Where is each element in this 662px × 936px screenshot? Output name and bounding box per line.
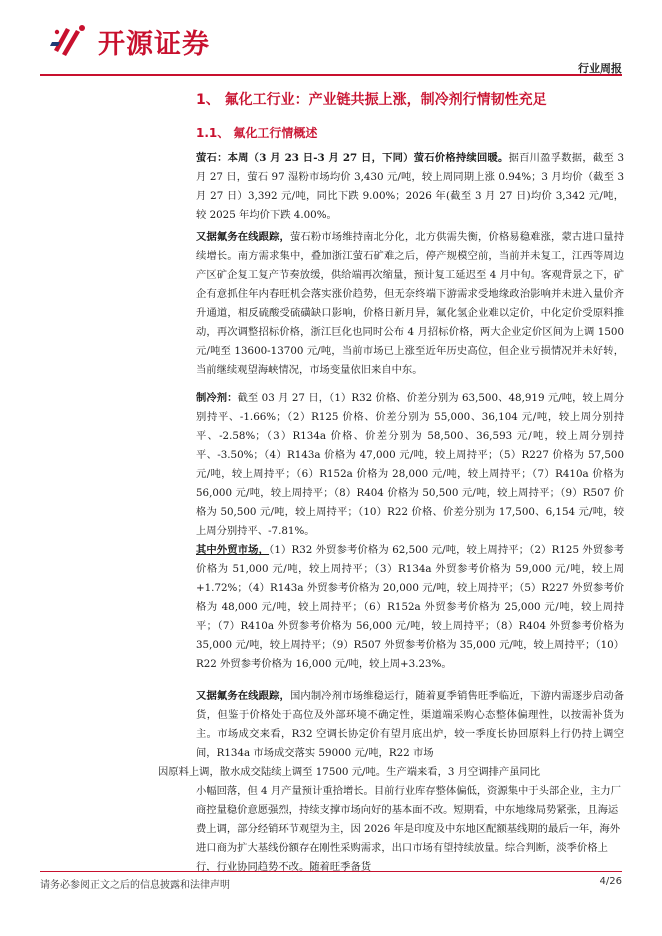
paragraph-body: 据百川盈孚数据，截至 3 月 27 日，萤石 97 湿粉市场均价 3,430 元/吨，较上周同期上涨 0.94%；3 月均价（截至 3 月 27 日）3,392 元/吨，同比下跌 9.00%；2026 年(截至 3 月 27 日)均价 3,342 元/吨，较 2025 年均价下跌 4.00%。 [196, 152, 624, 221]
paragraph-lead: 制冷剂： [196, 392, 238, 404]
section-heading: 1、 氟化工行业：产业链共振上涨，制冷剂行情韧性充足 [196, 92, 547, 108]
logo-mark-icon [48, 20, 90, 62]
paragraph-lead: 又据氟务在线跟踪， [196, 690, 290, 702]
page-header [0, 0, 662, 74]
paragraph-refrigerant [196, 389, 624, 541]
paragraph-emphasis: 目前行业库存整体偏低，资源集中于头部企业，主力厂商控量稳价意愿强烈，持续支撑市场向好的基本面不改。短期看，中东地缘局势紧张，且海运费上调，部分经销环节观望为主，因 2026 年是印度及中东地区配额基线期的最后一年，海外进口商为扩大基线份额存在刚性采购需求，出口市场有望持续放量。 [196, 785, 621, 854]
paragraph-lead: 萤石：本周（3 月 23 日-3 月 27 日，下同）萤石价格持续回暖。 [196, 152, 509, 164]
header-divider [40, 74, 622, 76]
paragraph-export-market [196, 541, 624, 674]
paragraph-lead: 其中外贸市场， [196, 544, 270, 556]
page-number: 4/26 [599, 876, 622, 887]
logo-text: 开源证券 [98, 28, 210, 60]
paragraph-lead: 又据氟务在线跟踪， [196, 231, 290, 243]
subsection-heading: 1.1、 氟化工行情概述 [196, 126, 318, 140]
paragraph-fluorite [196, 149, 624, 225]
paragraph-tail [196, 782, 624, 877]
paragraph-text: 小幅回落，但 4 月产量预计重拾增长。 [196, 785, 374, 797]
paragraph-body: 国内制冷剂市场维稳运行，随着夏季销售旺季临近，下游内需逐步启动备货，但鉴于价格处于高位及外部环境不确定性，渠道端采购心态整体偏理性，以按需补货为主。市场成交来看，R32 空调长协定价有望月底出炉，较一季度长协回原料上行仍持上调空间，R134a 市场成交落实 59000 元/吨，R22 市场 [196, 690, 624, 759]
paragraph-body: （1）R32 外贸参考价格为 62,500 元/吨，较上周持平；（2）R125 外贸参考价格为 51,000 元/吨，较上周持平；（3）R134a 外贸参考价格为 59,000 元/吨，较上周+1.72%；（4）R143a 外贸参考价格为 20,000 元/吨，较上周持平；（5）R227 外贸参考价格为 48,000 元/吨，较上周持平；（6）R152a 外贸参考价格为 25,000 元/吨，较上周持平；（7）R410a 外贸参考价格为 56,000 元/吨，较上周持平；（8）R404 外贸参考价格为 35,000 元/吨，较上周持平；（9）R507 外贸参考价格为 35,000 元/吨，较上周持平；（10）R22 外贸参考价格为 16,000 元/吨，较上周+3.23%。 [196, 544, 625, 670]
paragraph-fluorite-tracking [196, 228, 624, 380]
report-type-label: 行业周报 [578, 62, 622, 75]
paragraph-refrigerant-tracking [196, 687, 624, 763]
paragraph-emphasis: 淡季价格上行，行业协同趋势不改。随着旺季备货 [196, 842, 608, 873]
paragraph-text: 综合判断， [504, 842, 557, 854]
paragraph-body: 截至 03 月 27 日，（1）R32 价格、价差分别为 63,500、48,919 元/吨，较上周分别持平、-1.66%；（2）R125 价格、价差分别为 55,000、36,104 元/吨，较上周分别持平、-2.58%；（3）R134a 价格、价差分别为 58,500、36,593 元/吨，较上周分别持平、-3.50%；（4）R143a 价格为 47,000 元/吨，较上周持平；（5）R227 价格为 57,500 元/吨，较上周持平；（6）R152a 价格为 28,000 元/吨，较上周持平；（7）R410a 价格为 56,000 元/吨，较上周持平；（8）R404 价格为 50,500 元/吨，较上周持平；（9）R507 价格为 50,500 元/吨，较上周持平；（10）R22 价格、价差分别为 17,500、6,154 元/吨，较上周分别持平、-7.81%。 [196, 392, 624, 537]
footer-divider [40, 871, 622, 872]
footer-disclaimer: 请务必参阅正文之后的信息披露和法律声明 [40, 880, 230, 891]
paragraph-hanging-line: 因原料上调，散水成交陆续上调至 17500 元/吨。生产端来看，3 月空调排产虽同比 [158, 766, 541, 778]
company-logo [48, 20, 210, 62]
paragraph-body: 萤石粉市场维持南北分化，北方供需失衡，价格易稳难涨，蒙古进口量持续增长。南方需求集中，叠加浙江萤石矿难之后，停产规模空前，当前并未复工，江西等周边产区矿企复工复产节奏放缓，供给端再次缩量，预计复工延迟至 4 月中旬。客观背景之下，矿企有意抓住年内春旺机会落实涨价趋势，但无奈终端下游需求受地缘政治影响并未进入量价齐升通道，相反硫酸受硫磺缺口影响，价格日新月异，氟化氢企业难以定价，中化定价受原料推动，再次调整招标价格，浙江巨化也同时公布 4 月招标价格，两大企业定价区间为上调 1500 元/吨至 13600-13700 元/吨，当前市场已上涨至近年历史高位，但企业亏损情况并未好转，当前继续观望海峡情况，市场变量依旧来自中东。 [196, 231, 624, 376]
